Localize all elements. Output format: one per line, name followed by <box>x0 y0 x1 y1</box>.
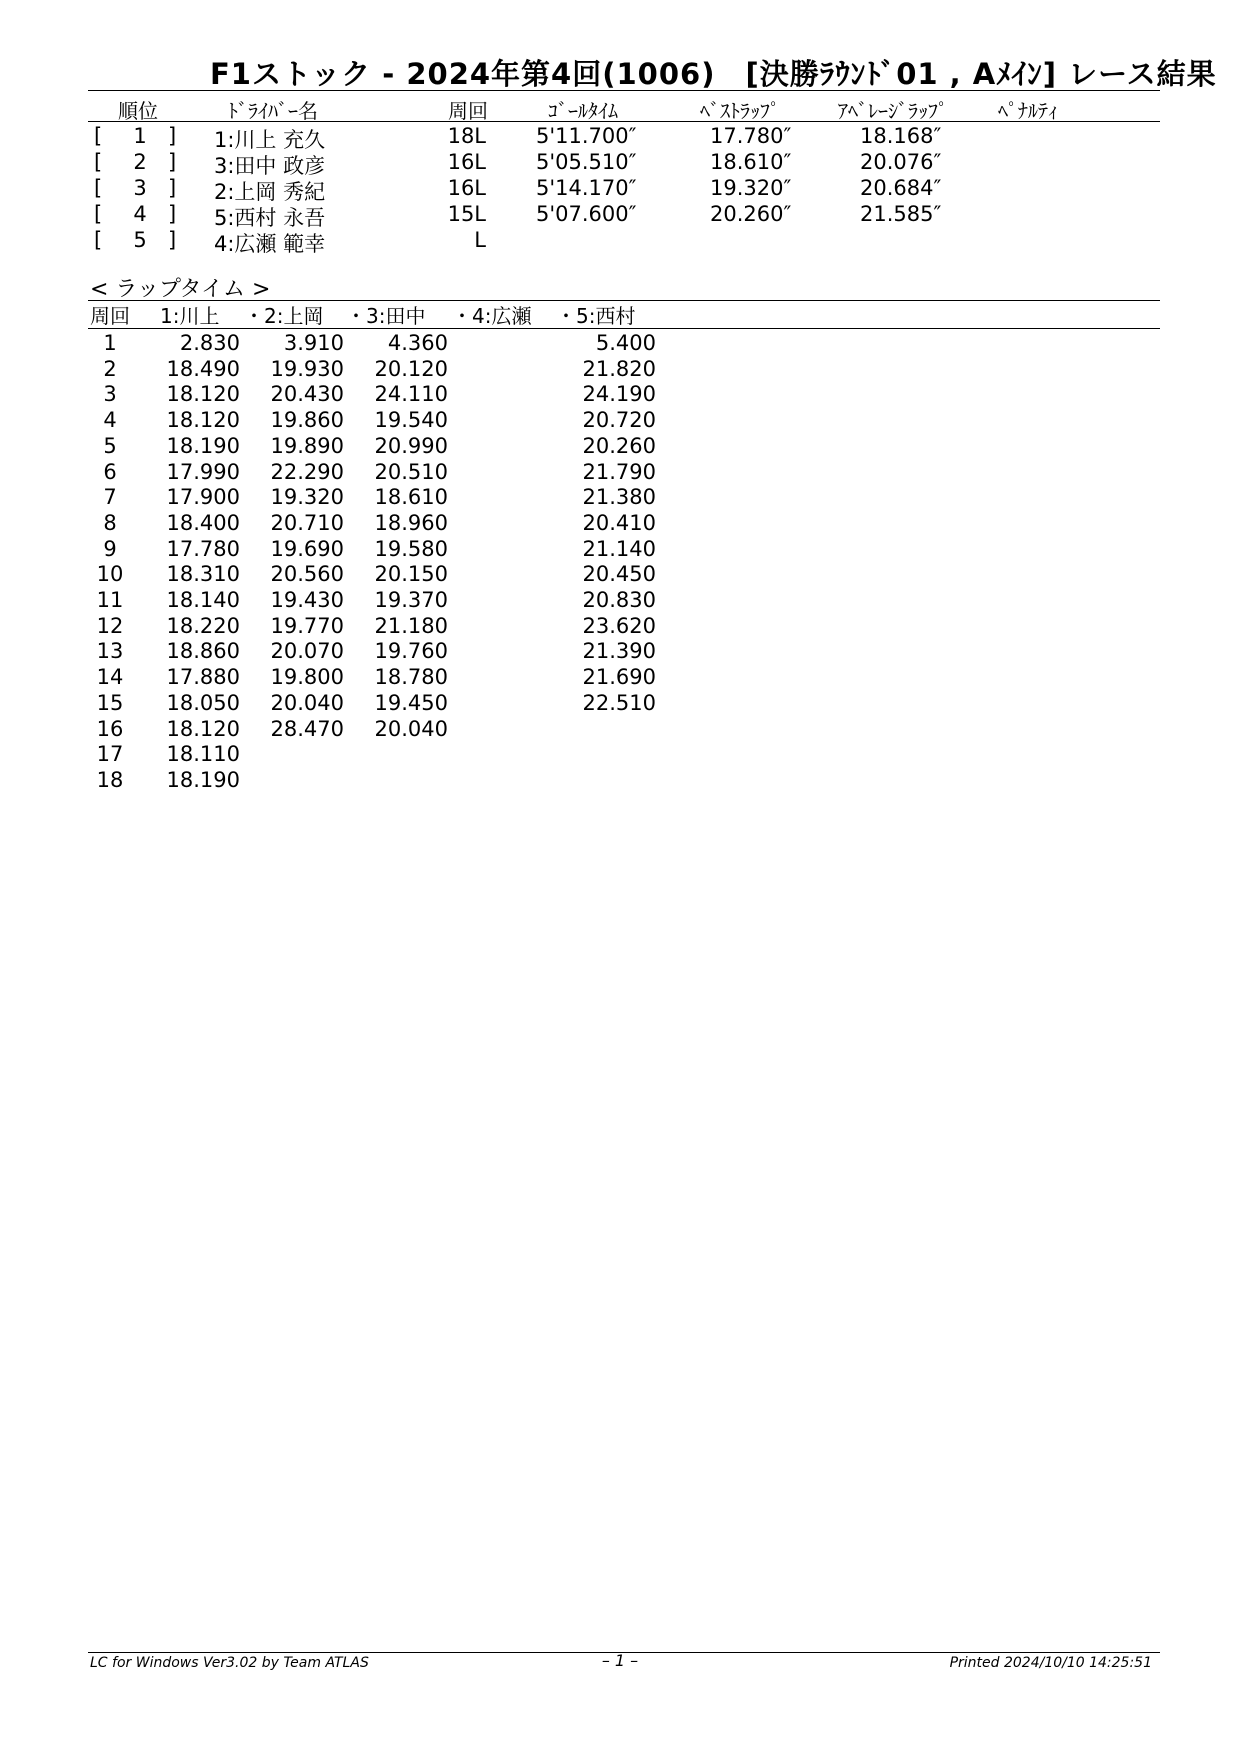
lap-time-d2: 20.070 <box>270 639 344 664</box>
header-goal-time: ｺﾞｰﾙﾀｲﾑ <box>548 99 618 123</box>
lap-time-d1: 17.900 <box>166 485 240 510</box>
lap-time-d3: 4.360 <box>387 331 448 355</box>
laptime-row <box>0 511 1240 537</box>
lap-time-d2: 20.710 <box>270 510 344 535</box>
lap-time-d1: 18.140 <box>166 588 240 612</box>
lap-time-d1: 18.310 <box>166 562 240 587</box>
result-avg-lap: 20.684″ <box>860 176 942 200</box>
result-close: ] <box>168 228 177 252</box>
lap-time-d1: 18.120 <box>166 382 240 407</box>
lap-time-d3: 19.540 <box>374 408 448 433</box>
lap-time-d3: 19.760 <box>374 639 448 664</box>
lap-time-d3: 21.180 <box>374 613 448 638</box>
lap-time-d5: 20.720 <box>582 408 656 433</box>
laptime-row <box>0 742 1240 768</box>
laptime-row <box>0 408 1240 434</box>
lap-time-d1: 17.880 <box>166 665 240 690</box>
result-goal-time: 5'05.510″ <box>536 150 637 174</box>
result-row <box>0 228 1240 254</box>
lap-time-d1: 2.830 <box>179 331 240 355</box>
lap-time-d2: 19.930 <box>270 356 344 381</box>
lap-time-d3: 19.370 <box>374 588 448 612</box>
lap-number: 11 <box>96 588 124 612</box>
result-close: ] <box>168 124 177 148</box>
result-row <box>0 176 1240 202</box>
result-driver: 1:川上 充久 <box>214 128 326 152</box>
result-driver: 3:田中 政彦 <box>214 154 326 178</box>
lap-time-d2: 19.430 <box>270 588 344 612</box>
result-goal-time: 5'14.170″ <box>536 176 637 200</box>
lap-time-d1: 18.190 <box>166 767 240 792</box>
header-driver: ﾄﾞﾗｲﾊﾞｰ名 <box>228 99 318 123</box>
laptime-section-title: < ラップタイム > <box>90 277 271 302</box>
results-header-rule <box>88 121 1160 122</box>
result-best-lap: 17.780″ <box>710 124 792 148</box>
laptime-row <box>0 614 1240 640</box>
lap-time-d3: 20.150 <box>374 562 448 587</box>
result-driver: 2:上岡 秀紀 <box>214 180 326 204</box>
result-goal-time: 5'07.600″ <box>536 202 637 226</box>
lap-number: 8 <box>103 510 117 535</box>
lap-time-d2: 22.290 <box>270 459 344 484</box>
result-avg-lap: 20.076″ <box>860 150 942 174</box>
laptime-header-driver-5: ・5:西村 <box>556 304 636 328</box>
lap-time-d5: 20.410 <box>582 510 656 535</box>
lap-time-d5: 21.820 <box>582 356 656 381</box>
lap-number: 7 <box>103 485 117 510</box>
footer-software: LC for Windows Ver3.02 by Team ATLAS <box>90 1655 369 1671</box>
lap-time-d3: 18.960 <box>374 510 448 535</box>
lap-time-d2: 19.890 <box>270 433 344 458</box>
lap-number: 4 <box>103 408 117 433</box>
header-penalty: ﾍﾟﾅﾙﾃｨ <box>998 99 1058 123</box>
laptime-header-lap: 周回 <box>90 304 130 328</box>
lap-time-d2: 19.690 <box>270 536 344 561</box>
result-open: [ <box>94 176 103 200</box>
lap-time-d5: 21.390 <box>582 639 656 664</box>
lap-time-d1: 17.990 <box>166 459 240 484</box>
lap-time-d5: 21.690 <box>582 665 656 690</box>
result-close: ] <box>168 202 177 226</box>
result-open: [ <box>94 202 103 226</box>
lap-time-d1: 18.120 <box>166 716 240 741</box>
result-avg-lap: 18.168″ <box>860 124 942 148</box>
lap-time-d5: 24.190 <box>582 382 656 407</box>
laptime-row <box>0 485 1240 511</box>
result-rank: 3 <box>133 176 147 200</box>
header-best-lap: ﾍﾞｽﾄﾗｯﾌﾟ <box>700 99 780 123</box>
lap-time-d2: 20.430 <box>270 382 344 407</box>
lap-time-d2: 3.910 <box>283 331 344 355</box>
result-row <box>0 124 1240 150</box>
lap-time-d1: 18.110 <box>166 742 240 767</box>
lap-number: 16 <box>96 716 124 741</box>
result-best-lap: 20.260″ <box>710 202 792 226</box>
lap-time-d1: 18.490 <box>166 356 240 381</box>
lap-time-d1: 18.400 <box>166 510 240 535</box>
lap-time-d3: 20.120 <box>374 356 448 381</box>
lap-time-d3: 18.780 <box>374 665 448 690</box>
laptime-row <box>0 768 1240 794</box>
laptime-header-driver-1: 1:川上 <box>160 304 220 328</box>
lap-number: 15 <box>96 690 124 715</box>
laptime-row <box>0 382 1240 408</box>
result-row <box>0 202 1240 228</box>
lap-number: 12 <box>96 613 124 638</box>
lap-number: 2 <box>103 356 117 381</box>
lap-number: 6 <box>103 459 117 484</box>
result-laps: 18L <box>447 124 486 148</box>
laptime-row <box>0 588 1240 614</box>
header-rank: 順位 <box>118 99 158 123</box>
lap-time-d1: 18.190 <box>166 433 240 458</box>
result-rank: 2 <box>133 150 147 174</box>
footer-page-number: – 1 – <box>601 1651 639 1670</box>
result-best-lap: 19.320″ <box>710 176 792 200</box>
result-close: ] <box>168 176 177 200</box>
title-rule <box>88 90 1160 91</box>
lap-time-d5: 20.260 <box>582 433 656 458</box>
result-rank: 5 <box>133 228 147 252</box>
lap-number: 13 <box>96 639 124 664</box>
lap-time-d3: 20.040 <box>374 716 448 741</box>
result-driver: 5:西村 永吾 <box>214 206 326 230</box>
lap-time-d5: 20.830 <box>582 588 656 612</box>
result-open: [ <box>94 150 103 174</box>
laptime-header-rule <box>88 328 1160 329</box>
lap-time-d5: 21.380 <box>582 485 656 510</box>
lap-time-d2: 19.800 <box>270 665 344 690</box>
laptime-row <box>0 331 1240 357</box>
lap-time-d1: 18.050 <box>166 690 240 715</box>
laptime-row <box>0 460 1240 486</box>
lap-time-d2: 20.560 <box>270 562 344 587</box>
result-avg-lap: 21.585″ <box>860 202 942 226</box>
result-goal-time: 5'11.700″ <box>536 124 637 148</box>
page-title: F1ストック - 2024年第4回(1006) [決勝ﾗｳﾝﾄﾞ01 , Aﾒｲﾝ] レース結果 <box>210 57 1217 91</box>
lap-time-d5: 21.790 <box>582 459 656 484</box>
lap-number: 3 <box>103 382 117 407</box>
lap-time-d1: 18.120 <box>166 408 240 433</box>
laptime-row <box>0 357 1240 383</box>
laptime-row <box>0 717 1240 743</box>
lap-time-d5: 22.510 <box>582 690 656 715</box>
laptime-row <box>0 665 1240 691</box>
lap-time-d2: 28.470 <box>270 716 344 741</box>
laptime-row <box>0 562 1240 588</box>
lap-number: 1 <box>103 331 117 355</box>
lap-time-d1: 17.780 <box>166 536 240 561</box>
laptime-row <box>0 639 1240 665</box>
laptime-row <box>0 537 1240 563</box>
lap-time-d3: 18.610 <box>374 485 448 510</box>
lap-number: 17 <box>96 742 124 767</box>
lap-number: 10 <box>96 562 124 587</box>
result-close: ] <box>168 150 177 174</box>
lap-time-d2: 19.320 <box>270 485 344 510</box>
laptime-header-driver-4: ・4:広瀬 <box>452 304 532 328</box>
lap-time-d2: 19.770 <box>270 613 344 638</box>
lap-time-d3: 20.990 <box>374 433 448 458</box>
lap-number: 14 <box>96 665 124 690</box>
result-open: [ <box>94 124 103 148</box>
lap-number: 5 <box>103 433 117 458</box>
header-laps: 周回 <box>448 99 488 123</box>
lap-number: 9 <box>103 536 117 561</box>
lap-time-d5: 21.140 <box>582 536 656 561</box>
lap-time-d5: 20.450 <box>582 562 656 587</box>
lap-time-d2: 20.040 <box>270 690 344 715</box>
result-laps: 16L <box>447 150 486 174</box>
lap-time-d1: 18.860 <box>166 639 240 664</box>
footer-printed-date: Printed 2024/10/10 14:25:51 <box>949 1655 1152 1671</box>
result-laps: 16L <box>447 176 486 200</box>
lap-time-d5: 5.400 <box>595 331 656 355</box>
laptime-header-driver-3: ・3:田中 <box>346 304 426 328</box>
lap-time-d3: 19.580 <box>374 536 448 561</box>
lap-time-d5: 23.620 <box>582 613 656 638</box>
lap-time-d1: 18.220 <box>166 613 240 638</box>
result-laps: 15L <box>447 202 486 226</box>
result-open: [ <box>94 228 103 252</box>
lap-time-d3: 20.510 <box>374 459 448 484</box>
result-best-lap: 18.610″ <box>710 150 792 174</box>
result-rank: 4 <box>133 202 147 226</box>
laptime-row <box>0 691 1240 717</box>
lap-number: 18 <box>96 767 124 792</box>
laptime-header-driver-2: ・2:上岡 <box>244 304 324 328</box>
result-rank: 1 <box>133 124 147 148</box>
lap-time-d3: 24.110 <box>374 382 448 407</box>
result-laps: L <box>474 228 486 252</box>
result-driver: 4:広瀬 範幸 <box>214 232 326 256</box>
header-avg-lap: ｱﾍﾞﾚｰｼﾞﾗｯﾌﾟ <box>838 99 948 123</box>
result-row <box>0 150 1240 176</box>
laptime-row <box>0 434 1240 460</box>
lap-time-d2: 19.860 <box>270 408 344 433</box>
lap-time-d3: 19.450 <box>374 690 448 715</box>
